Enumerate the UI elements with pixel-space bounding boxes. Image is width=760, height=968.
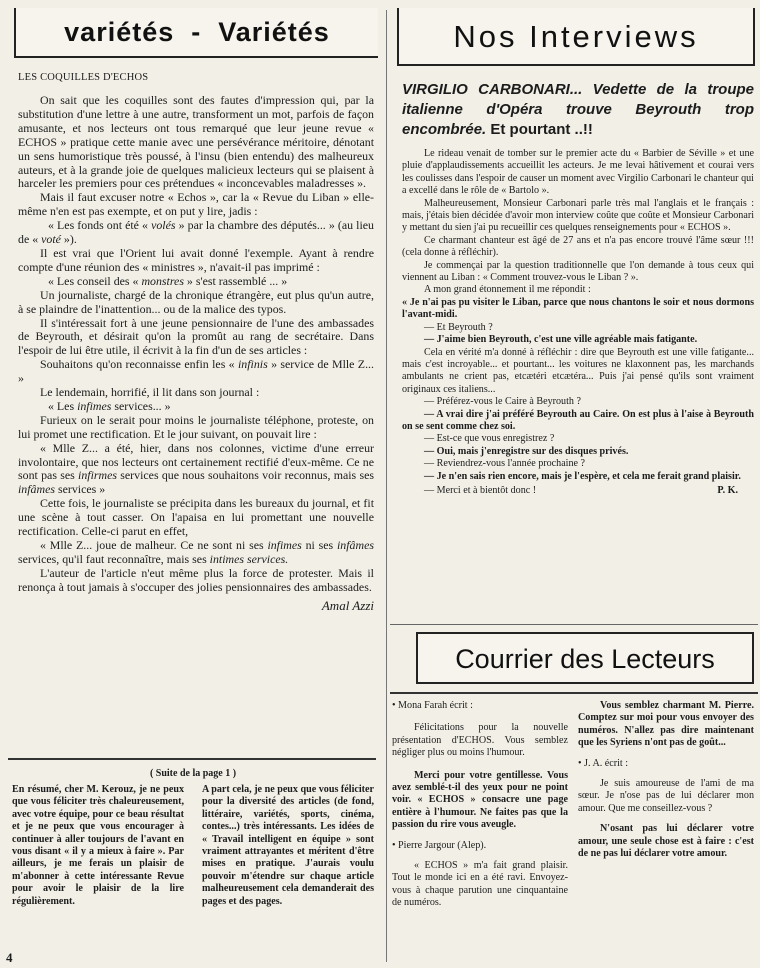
answer: — Oui, mais j'enregistre sur des disques privés.	[424, 445, 629, 457]
paragraph: Le rideau venait de tomber sur le premier acte du « Barbier de Séville » et une pluie d'applaudissements accueillit les acteurs. Je me levai hâtivement et courai vers les coulisses dans l'espoir de causer un moment avec Virgilio Carbonari le chanteur qui a excellé dans le rôle de « Bartolo ».	[402, 148, 754, 197]
question: — Et Beyrouth ?	[424, 321, 493, 333]
paragraph: Furieux on le serait pour moins le journaliste téléphone, proteste, on lui promet une rectification. Et le jour suivant, on pouvait lire :	[18, 412, 374, 441]
letter-text: « ECHOS » m'a fait grand plaisir. Tout le monde ici en a été ravi. Envoyez-vous à chaque parution une cinquantaine de numéros.	[392, 860, 568, 909]
varietes-header	[14, 8, 378, 58]
question: — Est-ce que vous enregistrez ?	[424, 433, 555, 445]
interview-header	[397, 8, 755, 66]
answer: — A vrai dire j'ai préféré Beyrouth au Caire. On est plus à l'aise à Beyrouth on se sent comme chez soi.	[402, 408, 754, 432]
letter-author: • Pierre Jargour (Alep).	[392, 839, 487, 851]
quote: « Les infimes services... »	[48, 398, 171, 413]
signature: Amal Azzi	[321, 597, 374, 613]
courrier-bottom-rule	[390, 692, 758, 694]
letter-text: Félicitations pour la nouvelle présentation d'ECHOS. Vous semblez négliger plus ou moins l'humour.	[392, 722, 568, 759]
paragraph: Un journaliste, chargé de la chronique étrangère, eut plus qu'un autre, à se plaindre de l'inattention... ou de la malice des typos.	[18, 287, 374, 316]
paragraph: Il s'intéressait fort à une jeune pensionnaire de l'une des ambassades de Beyrouth, et désirait qu'on la promût au rang de secrétaire. Dans l'espoir de lui être utile, il écrivit à la fin d'un de ses articles :	[18, 315, 374, 358]
letter-reply: Merci pour votre gentillesse. Vous avez semblé-t-il des yeux pour ne point voir. « ECHOS » consacre une page entière à l'humour. Ne faites pas que la passion du rire vous aveugle.	[392, 769, 568, 831]
quote: « Les conseil des « monstres » s'est rassemblé ... »	[48, 273, 288, 288]
courrier-col-1	[392, 700, 568, 909]
letter-author: • J. A. écrit :	[578, 757, 629, 769]
courrier-header-text: Courrier des Lecteurs	[455, 644, 715, 674]
quote: Souhaitons qu'on reconnaisse enfin les « infinis » service de Mlle Z... »	[18, 357, 374, 386]
quote: « Mlle Z... a été, hier, dans nos colonnes, victime d'une erreur involontaire, que nos lecteurs ont certainement rectifié d'eux-même. Ce ne sont pas ses infirmes services que nous souhaitons voir reconnus, mais ses infâmes services »	[18, 440, 374, 497]
paragraph: Ce charmant chanteur est âgé de 27 ans et n'a pas encore trouvé l'âme sœur !!! (cela donne à réfléchir).	[402, 234, 754, 259]
letter-text: Je suis amoureuse de l'ami de ma sœur. Je n'ose pas de lui déclarer mon amour. Que me conseillez-vous ?	[578, 778, 754, 814]
letter-reply: N'osant pas lui déclarer votre amour, une seule chose est à faire : c'est de ne pas lui déclarer votre amour.	[578, 823, 754, 860]
paragraph: Mais il faut excuser notre « Echos », car la « Revue du Liban » elle-même n'en est pas exempte, et on put y lire, jadis :	[18, 190, 374, 219]
interview-lead: VIRGILIO CARBONARI... Vedette de la troupe italienne d'Opéra trouve Beyrouth trop encombrée. Et pourtant ..!!	[402, 81, 754, 138]
paragraph: Le lendemain, horrifié, il lit dans son journal :	[40, 385, 260, 400]
courrier-col-2	[578, 700, 754, 860]
letter-author: • Mona Farah écrit :	[392, 700, 473, 711]
column-divider	[386, 10, 387, 962]
quote: « Mlle Z... joue de malheur. Ce ne sont ni ses infimes ni ses infâmes services, qu'il faut reconnaître, mais ses intimes services.	[18, 538, 374, 566]
page-number: 4	[6, 950, 13, 965]
question: — Reviendrez-vous l'année prochaine ?	[424, 458, 586, 470]
quote: « Les fonds ont été « volés » par la chambre des députés... » (au lieu de « voté »).	[18, 218, 375, 247]
coquilles-article	[18, 72, 374, 613]
answer: — Je n'en sais rien encore, mais je l'espère, et cela me ferait grand plaisir.	[424, 470, 741, 482]
interview-header-text: Nos Interviews	[453, 19, 699, 54]
courrier-top-rule	[390, 624, 758, 625]
answer: — J'aime bien Beyrouth, c'est une ville agréable mais fatigante.	[424, 334, 698, 346]
interview-article	[402, 80, 754, 497]
paragraph: Cette fois, le journaliste se précipita dans les bureaux du journal, et fit une scène à tout casser. On l'apaisa en lui promettant une nouvelle rectification. Celle-ci parut en effet,	[18, 496, 374, 539]
article-title: LES COQUILLES D'ECHOS	[18, 72, 149, 83]
paragraph: On sait que les coquilles sont des fautes d'impression qui, par la substitution d'une lettre à une autre, transforment un mot, parfois de façon amusante, et nos lecteurs ont tous remarqué que leur jeune revue « ECHOS » pratique cette manie avec une persévérance méritoire, dénotant un sens humoristique très poussé, à l'insu (bien entendu) des malheureux auteurs, et à la grande joie de quelques malicieux lecteurs qui se plaisent à harceler les premiers pour ces prétendues « inconcevables maladresses ».	[18, 93, 374, 191]
question: — Préférez-vous le Caire à Beyrouth ?	[424, 396, 581, 408]
suite-title: ( Suite de la page 1 )	[149, 768, 237, 779]
suite-section	[12, 768, 374, 908]
paragraph: A mon grand étonnement il me répondit :	[424, 284, 591, 296]
letter-reply: Vous semblez charmant M. Pierre. Comptez sur moi pour vous envoyer des numéros. N'allez pas dire maintenant que les Syriens n'ont pas de goût...	[578, 700, 754, 749]
paragraph: Je commençai par la question traditionnelle que l'on demande à tous ceux qui viennent au Liban : « Comment trouvez-vous le Liban ? ».	[402, 259, 754, 284]
suite-col-1: En résumé, cher M. Kerouz, je ne peux que vous féliciter très chaleureusement, avec votre équipe, pour ce beau résultat et je ne peux que vous encourager à continuer à aller toujours de l'avant en vous disant « il y a mieux à faire ». Par ailleurs, je me ferais un plaisir de m'abonner à cette intéressante Revue pour avoir le plaisir de la lire régulièrement.	[12, 784, 184, 907]
answer: « Je n'ai pas pu visiter le Liban, parce que nous chantons le soir et nous dormons l'avant-midi.	[402, 296, 754, 321]
initials: P. K.	[717, 484, 738, 496]
closing-line: — Merci et à bientôt donc !	[424, 484, 537, 496]
suite-col-2: A part cela, je ne peux que vous féliciter pour la diversité des articles (de fond, littéraire, variétés, sports, cinéma, contes...) très intéressants. Les idées de « Travail intelligent en équipe » sont vraiment attrayantes et méritent d'être mises en pratique. J'aurais voulu pouvoir m'étendre sur chaque article malheureusement cela demanderait des pages et des pages.	[202, 784, 374, 907]
courrier-header	[416, 632, 754, 684]
suite-top-rule	[8, 758, 376, 760]
paragraph: Malheureusement, Monsieur Carbonari parle très mal l'anglais et le français : mais, j'étais bien décidée d'avoir mon interview coûte que coûte et Monsieur Carbonari y mettant du sien j'ai pu recueillir ces quelques renseignements pour « ECHOS ».	[402, 197, 754, 234]
paragraph: Cela en vérité m'a donné à réfléchir : dire que Beyrouth est une ville fatigante... mais c'est incroyable... et pourtant... les voitures ne klaxonnent pas, les marchands ambulants ne crient pas, etcætéri etcætéra... Puis j'ai pensé qu'ils sont vraiment originaux ces italiens...	[402, 346, 754, 395]
paragraph: Il est vrai que l'Orient lui avait donné l'exemple. Ayant à rendre compte d'une réunion des « ministres », n'avait-il pas imprimé :	[18, 245, 374, 274]
paragraph: L'auteur de l'article n'eut même plus la force de protester. Mais il renonça à tout jamais à s'occuper des jolies pensionnaires des ambassades.	[18, 565, 374, 594]
varietes-header-text: variétés - Variétés	[64, 17, 330, 47]
